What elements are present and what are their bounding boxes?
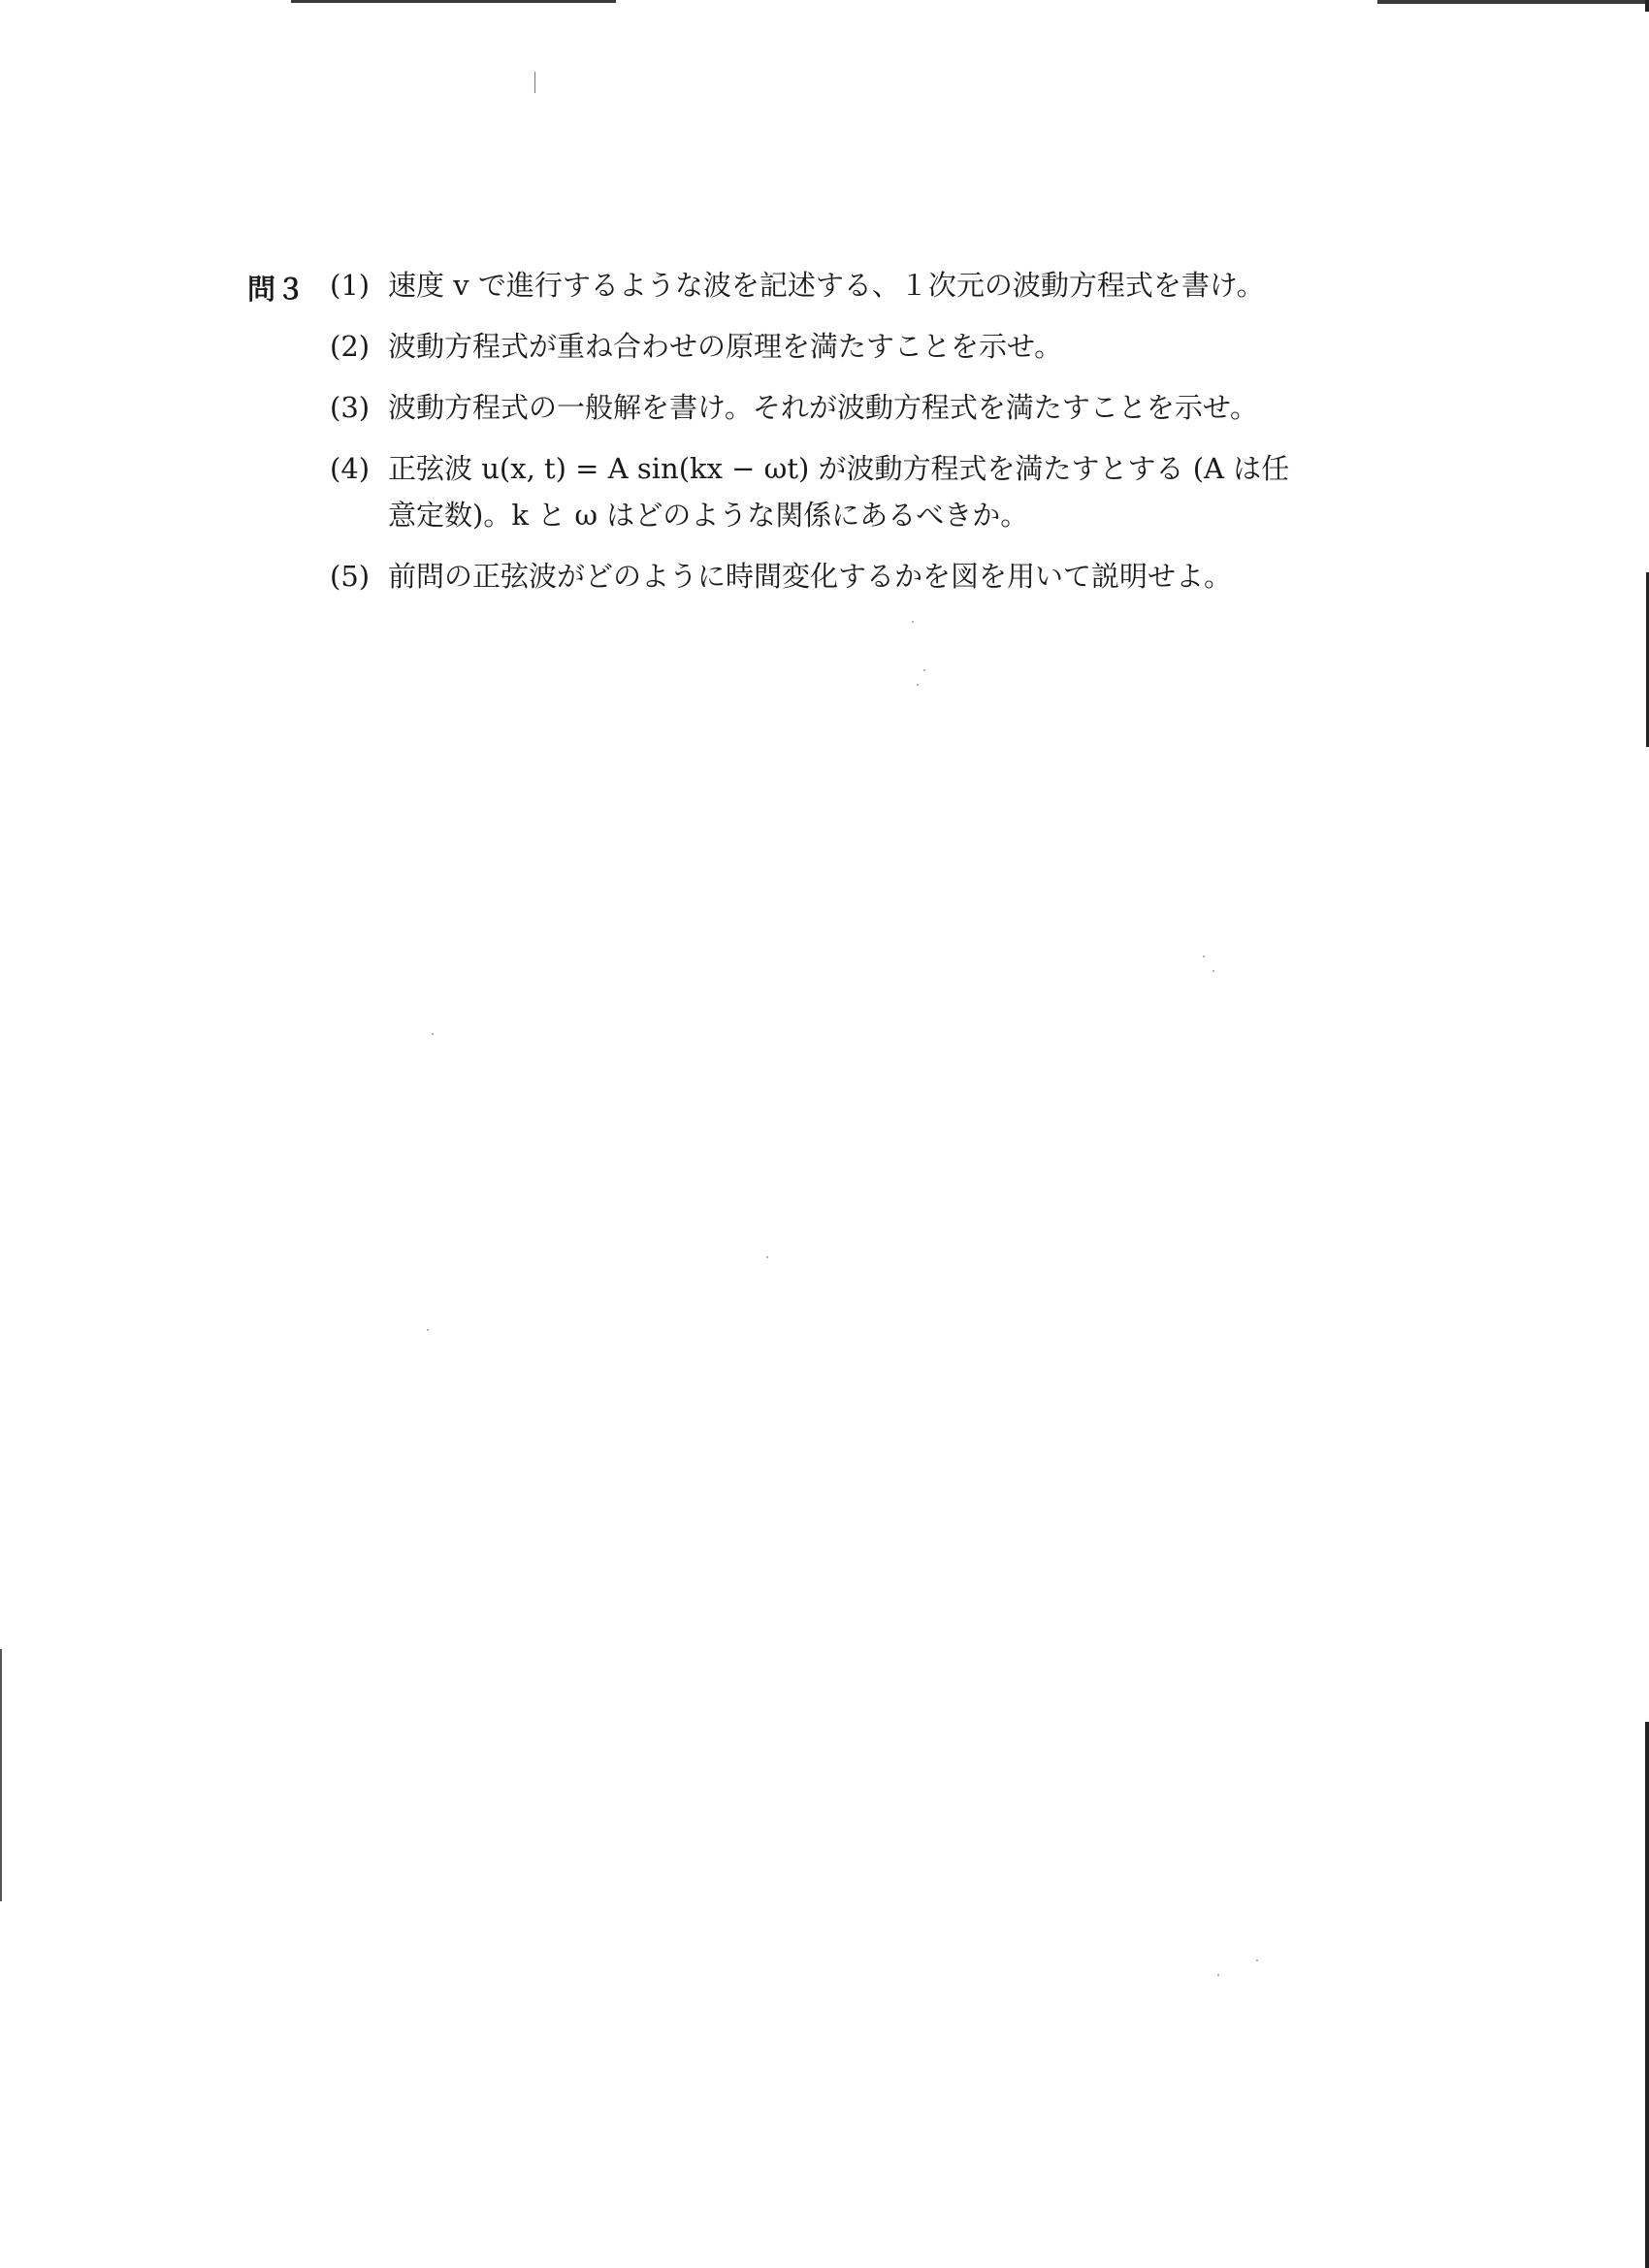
speck xyxy=(923,669,925,671)
sub-question-text xyxy=(388,384,1406,431)
speck xyxy=(1217,1974,1219,1976)
sub-question-text xyxy=(388,553,1406,599)
speck xyxy=(1256,1960,1258,1961)
sub-question-text xyxy=(388,445,1406,538)
sub-question-line: 前問の正弦波がどのように時間変化するかを図を用いて説明せよ。 xyxy=(388,560,1233,593)
sub-question-label: (3) xyxy=(330,391,371,424)
sub-question-line: 意定数)。k と ω はどのような関係にあるべきか。 xyxy=(388,499,1029,532)
speck xyxy=(1203,956,1205,957)
speck xyxy=(917,684,919,686)
sub-question-label: (5) xyxy=(330,560,371,593)
speck xyxy=(427,1329,429,1331)
scan-artifact-right-edge-top xyxy=(1645,0,1649,12)
speck xyxy=(912,621,914,623)
sub-question-line: 波動方程式が重ね合わせの原理を満たすことを示せ。 xyxy=(388,330,1063,363)
sub-question-label: (4) xyxy=(330,452,371,485)
scan-artifact-top-left xyxy=(291,0,616,3)
speck xyxy=(432,1033,434,1035)
sub-question-line: 波動方程式の一般解を書け。それが波動方程式を満たすことを示せ。 xyxy=(388,391,1258,424)
scan-artifact-top-right xyxy=(1377,0,1649,4)
question-number: 問３ xyxy=(247,273,307,306)
sub-question-line: 速度 v で進行するような波を記述する、１次元の波動方程式を書け。 xyxy=(388,269,1265,302)
scan-artifact-left-edge xyxy=(0,1649,2,1901)
sub-question-label: (1) xyxy=(330,269,371,302)
scan-artifact-tick xyxy=(534,72,535,93)
speck xyxy=(766,1256,768,1258)
sub-question-text xyxy=(388,323,1406,370)
sub-question-text xyxy=(388,262,1406,308)
sub-question-line: 正弦波 u(x, t) = A sin(kx − ωt) が波動方程式を満たすとする (A は任 xyxy=(388,452,1290,485)
sub-question-label: (2) xyxy=(330,330,371,363)
scan-artifact-right-edge-low xyxy=(1645,1722,1649,2268)
speck xyxy=(1212,970,1214,972)
